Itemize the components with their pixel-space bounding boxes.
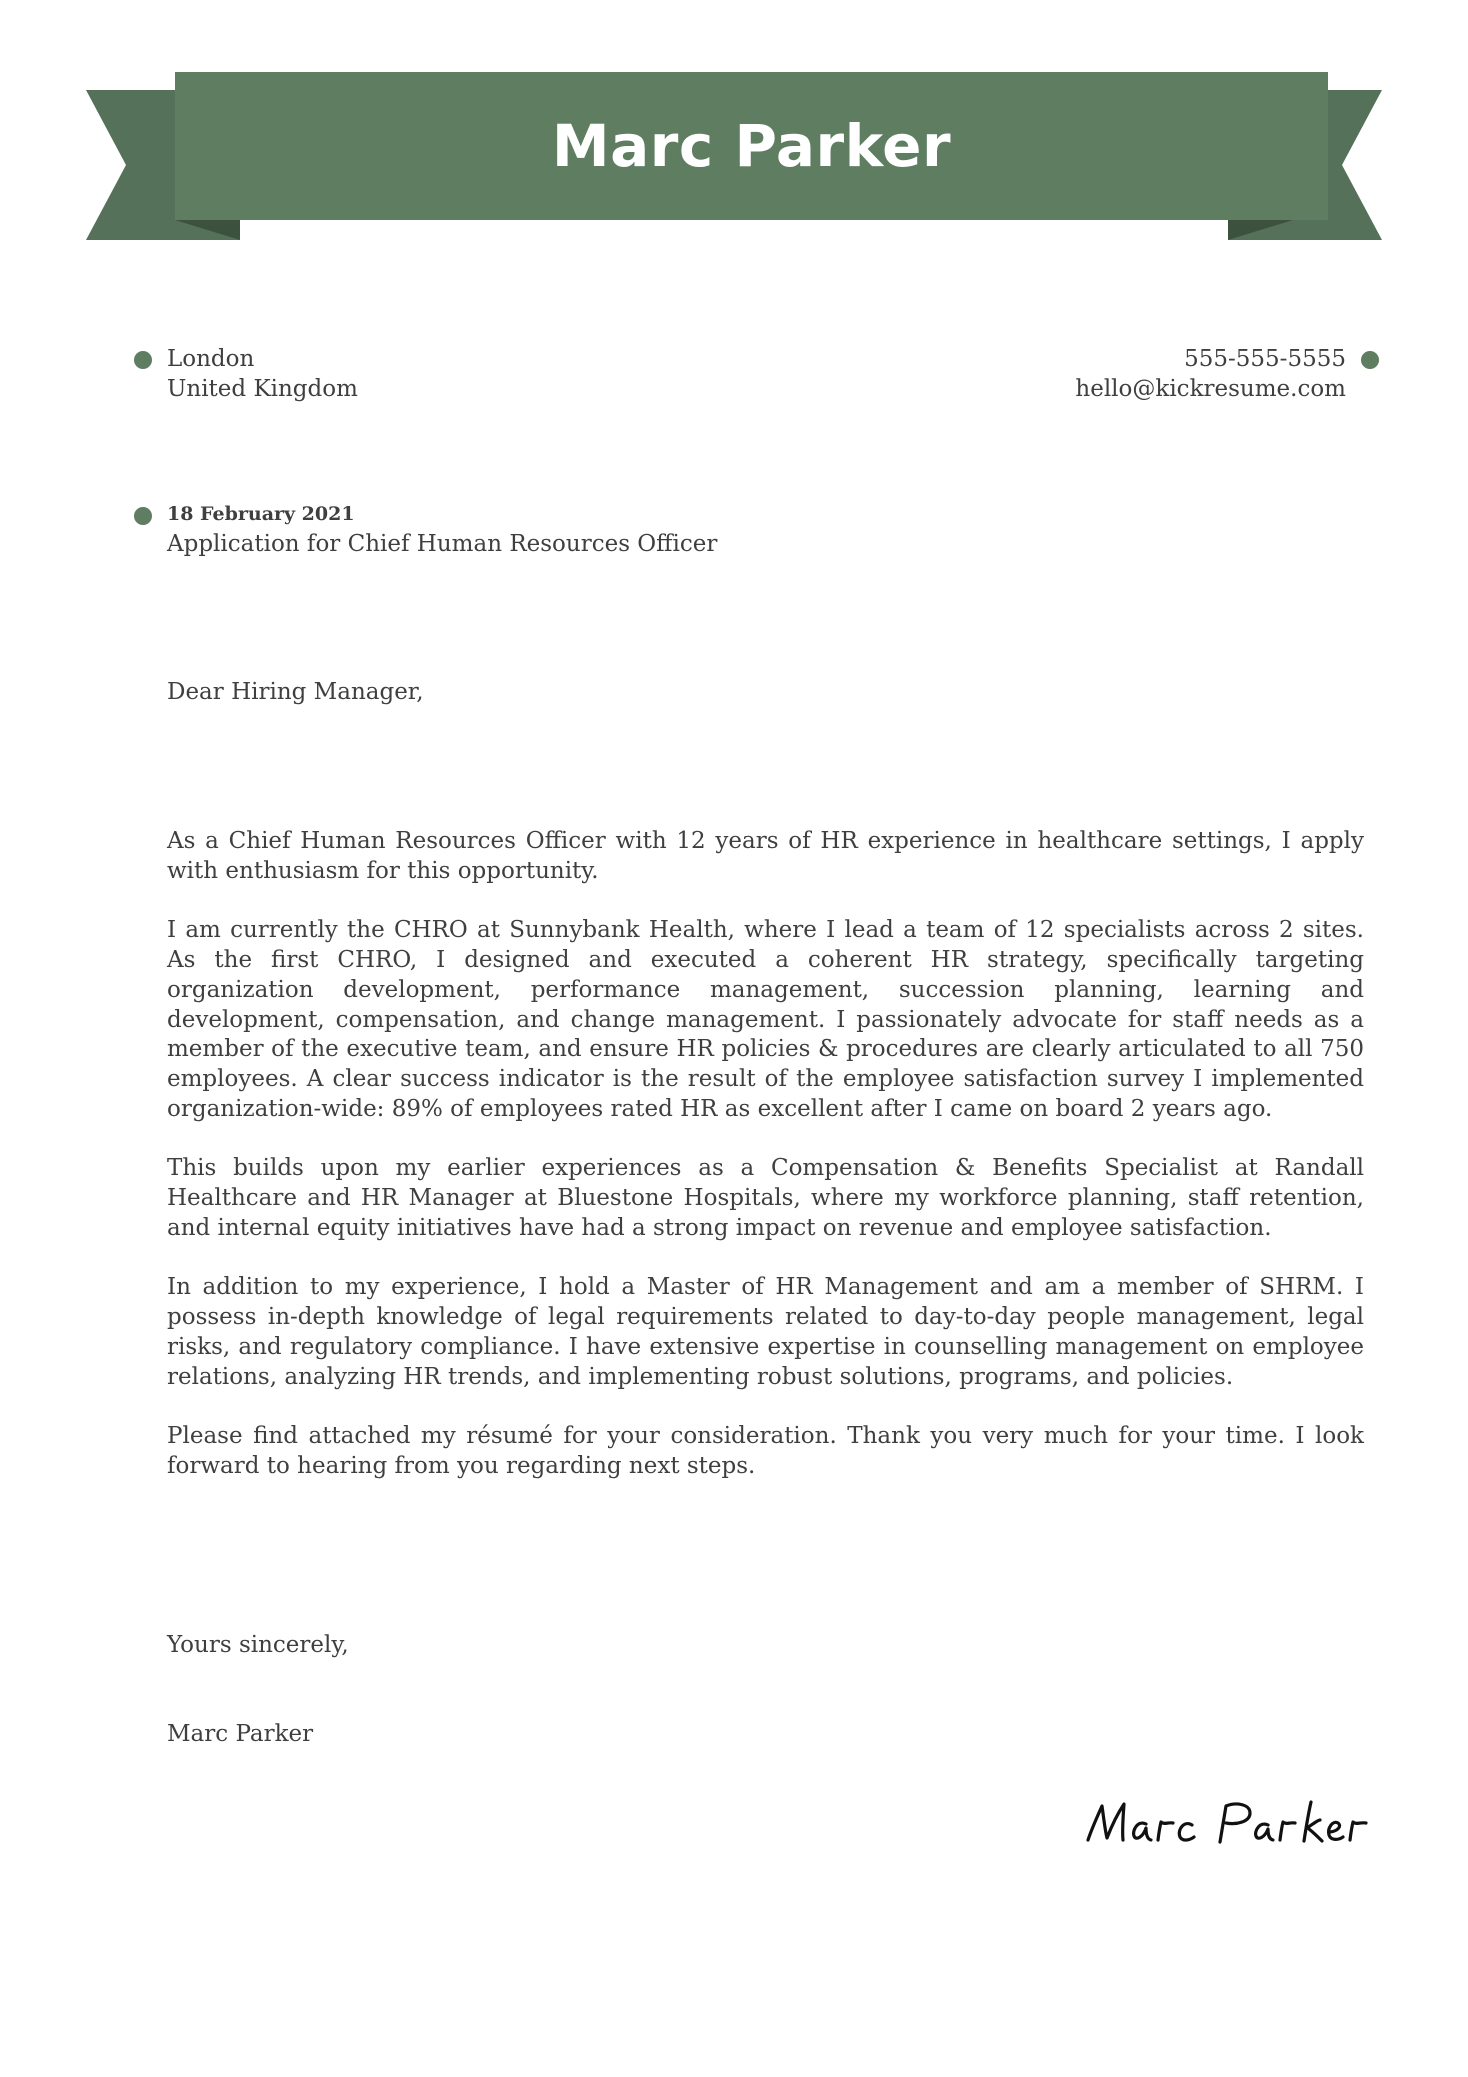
letter-subject: Application for Chief Human Resources Officer — [167, 531, 718, 557]
date-bullet-icon — [134, 507, 152, 525]
header-ribbon — [0, 0, 1468, 260]
contact-country: United Kingdom — [167, 376, 358, 402]
body-paragraph: As a Chief Human Resources Officer with 12 years of HR experience in healthcare settings, I apply with enthusiasm for this opportunity. — [167, 828, 1364, 884]
sender-name: Marc Parker — [167, 1721, 314, 1747]
letter-body — [167, 827, 1364, 1512]
contact-phone: 555-555-5555 — [1184, 346, 1346, 372]
body-paragraph: In addition to my experience, I hold a Master of HR Management and am a member of SHRM. I possess in-depth knowledge of legal requirements related to day-to-day people management, legal risks, and regulatory compliance. I have extensive expertise in counselling management on employee relations, analyzing HR trends, and implementing robust solutions, programs, and policies. — [167, 1274, 1364, 1390]
handwritten-signature — [1050, 1780, 1380, 1880]
letter-date: 18 February 2021 — [167, 503, 355, 525]
closing: Yours sincerely, — [167, 1632, 349, 1658]
applicant-name-heading: Marc Parker — [551, 112, 952, 180]
location-bullet-icon — [134, 351, 152, 369]
contact-email[interactable]: hello@kickresume.com — [1075, 376, 1346, 402]
body-paragraph: I am currently the CHRO at Sunnybank Health, where I lead a team of 12 specialists across 2 sites. As the first CHRO, I designed and executed a coherent HR strategy, specifically targeting organization development, performance management, succession planning, learning and development, compensation, and change management. I passionately advocate for staff needs as a member of the executive team, and ensure HR policies & procedures are clearly articulated to all 750 employees. A clear success indicator is the result of the employee satisfaction survey I implemented organization-wide: 89% of employees rated HR as excellent after I came on board 2 years ago. — [167, 917, 1364, 1122]
contact-city: London — [167, 346, 255, 372]
contact-bullet-icon — [1361, 351, 1379, 369]
salutation: Dear Hiring Manager, — [167, 679, 424, 705]
body-paragraph: This builds upon my earlier experiences as a Compensation & Benefits Specialist at Randall Healthcare and HR Manager at Bluestone Hospitals, where my workforce planning, staff retention, and internal equity initiatives have had a strong impact on revenue and employee satisfaction. — [167, 1155, 1364, 1241]
body-paragraph: Please find attached my résumé for your consideration. Thank you very much for your time. I look forward to hearing from you regarding next steps. — [167, 1423, 1364, 1479]
